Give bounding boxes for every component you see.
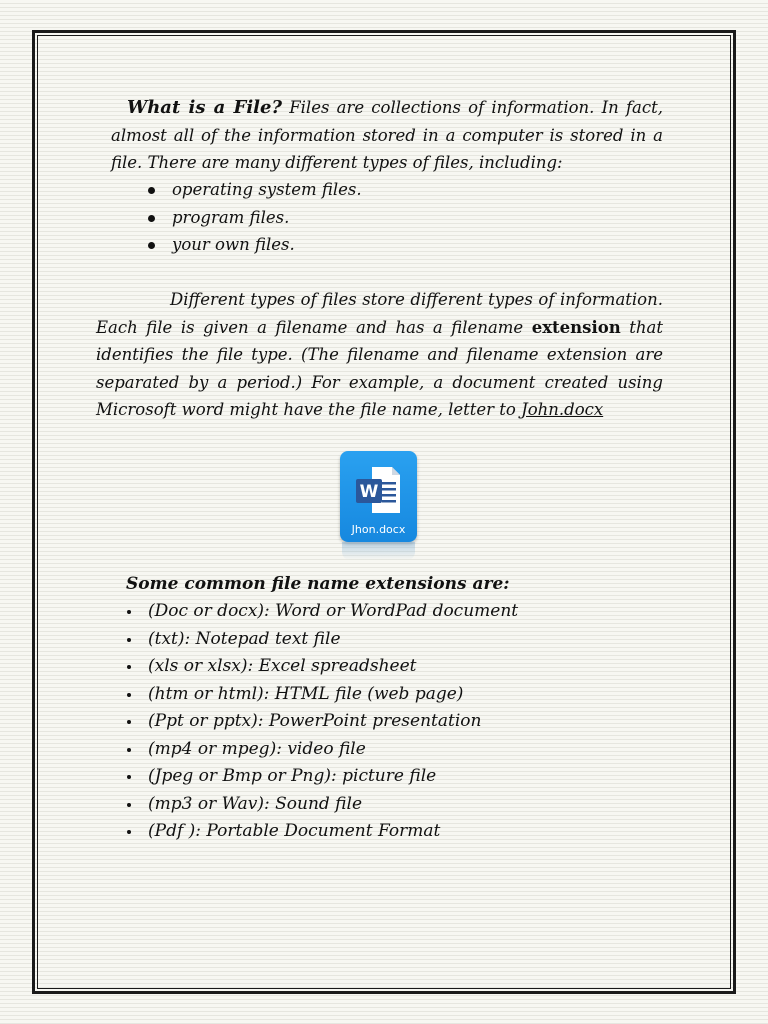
bullet-icon	[127, 775, 131, 779]
svg-text:W: W	[359, 482, 379, 502]
list-item-text: (Pdf ): Portable Document Format	[148, 821, 441, 841]
bullet-icon	[127, 610, 131, 614]
bullet-icon	[127, 748, 131, 752]
list-item-text: (Doc or docx): Word or WordPad document	[148, 601, 519, 621]
list-item-text: operating system files.	[172, 180, 362, 199]
word-logo-icon	[354, 465, 403, 517]
list-item-text: your own files.	[172, 235, 295, 254]
extension-term: extension	[531, 317, 621, 337]
extension-paragraph	[96, 286, 663, 424]
list-item	[126, 736, 518, 764]
list-item	[146, 231, 362, 259]
paragraph-text: Different types of files store different types of information. Each file is given a filename and has a filename	[96, 290, 663, 337]
list-item-text: (mp3 or Wav): Sound file	[148, 793, 363, 814]
bullet-icon	[127, 693, 131, 697]
list-item	[146, 176, 362, 204]
extensions-heading: Some common file name extensions are:	[126, 574, 510, 594]
list-item-text: (xls or xlsx): Excel spreadsheet	[148, 656, 417, 676]
list-item-text: (Jpeg or Bmp or Png): picture file	[148, 766, 437, 786]
list-item	[126, 791, 518, 819]
file-types-list	[146, 176, 362, 259]
bullet-icon	[148, 187, 155, 194]
paragraph-text: that identifies the file type. (The filename and filename extension are separated by a period.) For example, a document created using Microsoft word might have the file name, letter to	[96, 317, 663, 419]
bullet-icon	[127, 803, 131, 807]
list-item-text: (txt): Notepad text file	[148, 628, 341, 649]
list-item	[126, 626, 518, 654]
list-item	[126, 598, 518, 626]
list-item-text: program files.	[172, 207, 290, 227]
extensions-list	[126, 598, 518, 846]
bullet-icon	[127, 665, 131, 669]
example-filename: John.docx	[521, 400, 604, 419]
icon-reflection	[342, 542, 415, 560]
list-item	[126, 818, 518, 846]
intro-text: Files are collections of information. In fact, almost all of the information stored in a computer is stored in a file. There are many different types of files, including:	[111, 98, 664, 172]
bullet-icon	[127, 830, 131, 834]
list-item	[126, 681, 518, 709]
icon-caption: Jhon.docx	[351, 523, 406, 536]
list-item	[126, 763, 518, 791]
intro-paragraph	[111, 94, 663, 177]
list-item	[126, 653, 518, 681]
bullet-icon	[148, 215, 155, 222]
list-item-text: (htm or html): HTML file (web page)	[148, 683, 464, 704]
bullet-icon	[127, 720, 131, 724]
word-document-icon	[340, 451, 417, 542]
list-item-text: (Ppt or pptx): PowerPoint presentation	[148, 711, 482, 731]
section-heading: What is a File?	[127, 97, 282, 118]
bullet-icon	[127, 638, 131, 642]
list-item-text: (mp4 or mpeg): video file	[148, 738, 366, 759]
bullet-icon	[148, 242, 155, 249]
list-item	[126, 708, 518, 736]
list-item	[146, 204, 362, 232]
